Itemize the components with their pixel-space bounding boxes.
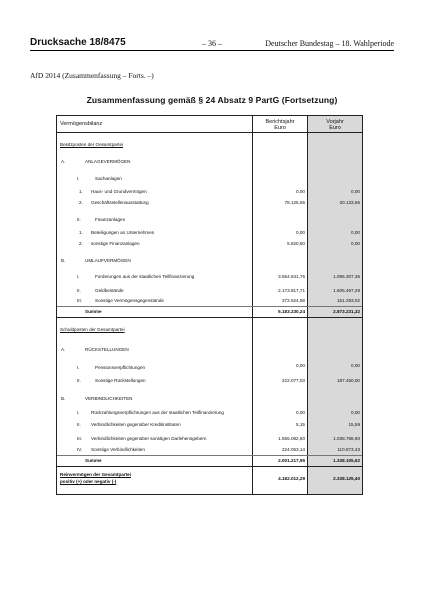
page-header [30, 36, 394, 51]
current-year-value: 2.173.817,71 [278, 288, 305, 293]
current-year-value: 0,00 [296, 410, 305, 415]
prior-year-value: 0,00 [351, 410, 360, 415]
row-number: B. [61, 258, 66, 263]
column-divider [252, 116, 253, 494]
page-number: – 36 – [202, 39, 222, 48]
row-label: Verbindlichkeiten gegenüber Kreditinstituten [91, 422, 181, 427]
sum-label: Summe [85, 309, 102, 314]
prior-year-value: 0,00 [351, 363, 360, 368]
current-year-sum: 2.001.217,95 [278, 458, 305, 463]
prior-year-sum: 2.873.231,32 [333, 309, 360, 314]
current-year-net-assets: 4.182.012,29 [278, 476, 305, 481]
current-year-value: 0,00 [296, 189, 305, 194]
row-rule [57, 455, 362, 456]
prior-year-value: 15,59 [348, 422, 360, 427]
row-label: Rückzahlungsverpflichtungen aus der staatlichen Teilfinanzierung [91, 410, 224, 415]
row-label: Geldbestände [95, 288, 124, 293]
current-year-value: 78.125,65 [284, 200, 305, 205]
prior-year-value: 151.293,02 [337, 298, 360, 303]
prior-year-value: 1.605.497,29 [333, 288, 360, 293]
prior-year-value: 0,00 [351, 241, 360, 246]
row-rule [57, 306, 362, 307]
row-number: II. [77, 288, 81, 293]
prior-year-sum: 1.338.105,62 [333, 458, 360, 463]
row-label: Geschäftsstellenausstattung [91, 200, 149, 205]
row-number: I. [77, 176, 80, 181]
current-year-sum: 6.183.230,24 [278, 309, 305, 314]
row-number: A. [61, 159, 66, 164]
section-heading: Schuldposten der Gesamtpartei [60, 327, 125, 332]
row-label: Verbindlichkeiten gegenüber sonstigen Darlehensgebern [91, 436, 207, 441]
current-year-value: 5,15 [296, 422, 305, 427]
row-label: Pensionsverpflichtungen [95, 365, 146, 370]
section-rule [57, 317, 362, 318]
prior-year-value: 110.873,43 [337, 447, 360, 452]
row-number: IV. [77, 447, 83, 452]
row-label: Sonstige Rückstellungen [95, 378, 146, 383]
row-number: 1. [79, 189, 83, 194]
prior-year-header: Vorjahr [326, 119, 344, 125]
row-number: 2. [79, 241, 83, 246]
table-header-label: Vermögensbilanz [60, 121, 103, 127]
balance-table [56, 115, 363, 495]
row-number: III. [77, 298, 83, 303]
row-label: Sachanlagen [95, 176, 122, 181]
row-label: sonstige Finanzanlagen [91, 241, 140, 246]
row-number: B. [61, 396, 66, 401]
prior-year-value: 187.450,00 [337, 378, 360, 383]
row-number: II. [77, 422, 81, 427]
row-label: RÜCKSTELLUNGEN [85, 347, 129, 352]
column-divider [307, 116, 308, 494]
row-label: UMLAUFVERMÖGEN [85, 258, 131, 263]
current-year-value: 0,00 [296, 363, 305, 368]
header-rule [57, 132, 362, 133]
prior-year-net-assets: 2.338.125,40 [333, 476, 360, 481]
section-subtitle: AfD 2014 (Zusammenfassung – Forts. –) [30, 71, 154, 80]
current-year-value: 372.624,58 [282, 298, 305, 303]
row-label: Sonstige Vermögensgegenstände [95, 298, 164, 303]
row-number: II. [77, 378, 81, 383]
publisher-label: Deutscher Bundestag – 18. Wahlperiode [265, 39, 394, 48]
document-number: Drucksache 18/8475 [30, 37, 126, 48]
current-year-value: 5.820,50 [287, 241, 305, 246]
prior-year-value: 0,00 [351, 230, 360, 235]
current-year-unit: Euro [274, 125, 286, 131]
current-year-value: 0,00 [296, 230, 305, 235]
current-year-value: 1.555.082,60 [278, 436, 305, 441]
row-number: A. [61, 347, 66, 352]
row-label: Forderungen aus der staatlichen Teilfinanzierung [95, 274, 195, 279]
prior-year-value: 1.038.768,60 [333, 436, 360, 441]
row-number: I. [77, 274, 80, 279]
row-label: Sonstige Verbindlichkeiten [91, 447, 145, 452]
row-number: 1. [79, 230, 83, 235]
row-number: III. [77, 436, 83, 441]
current-year-value: 224.053,14 [282, 447, 305, 452]
sum-label: Summe [85, 458, 102, 463]
row-label: ANLAGEVERMÖGEN [85, 159, 131, 164]
row-number: I. [77, 365, 80, 370]
row-number: II. [77, 217, 81, 222]
row-number: 2. [79, 200, 83, 205]
document-title: Zusammenfassung gemäß § 24 Absatz 9 PartG (Fortsetzung) [86, 95, 338, 105]
current-year-header: Berichtsjahr [265, 119, 295, 125]
row-number: I. [77, 410, 80, 415]
section-rule [57, 466, 362, 467]
current-year-value: 3.554.841,75 [278, 274, 305, 279]
prior-year-value: 0,00 [351, 189, 360, 194]
net-assets-sign-note: positiv (+) oder negativ (-) [60, 479, 117, 484]
prior-year-value: 20.133,65 [339, 200, 360, 205]
net-assets-label: Reinvermögen der Gesamtpartei [60, 472, 131, 477]
row-label: Finanzanlagen [95, 217, 126, 222]
row-label: Beteiligungen an Unternehmen [91, 230, 155, 235]
prior-year-value: 1.096.307,36 [333, 274, 360, 279]
prior-year-unit: Euro [329, 125, 341, 131]
row-label: VERBINDLICHKEITEN [85, 396, 133, 401]
row-label: Haus- und Grundvermögen [91, 189, 147, 194]
current-year-value: 222.077,03 [282, 378, 305, 383]
section-heading: Besitzposten der Gesamtpartei [60, 142, 124, 147]
